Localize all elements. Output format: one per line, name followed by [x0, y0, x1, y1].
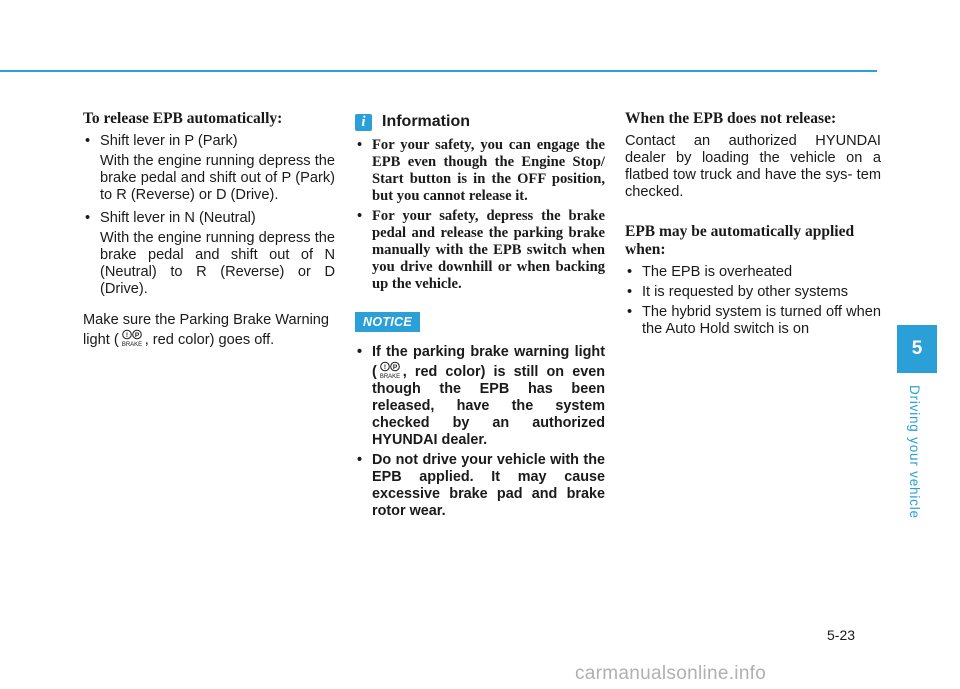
notice-list [355, 344, 605, 520]
notice-badge: NOTICE [355, 312, 420, 332]
auto-applied-list [625, 264, 881, 338]
svg-text:P: P [392, 364, 397, 371]
list-item: • For your safety, depress the brake pedal and release the parking brake manually with the EPB switch when you drive downhill or when backing up the vehicle. [355, 208, 605, 293]
list-item: • The EPB is overheated [625, 264, 881, 281]
list-item-label: Shift lever in N (Neutral) [100, 210, 256, 226]
not-release-paragraph: Contact an authorized HYUNDAI dealer by loading the vehicle on a flatbed tow truck and have the sys- tem checked. [625, 133, 881, 200]
list-item: • It is requested by other systems [625, 284, 881, 301]
list-item [83, 210, 335, 298]
information-header [355, 113, 605, 131]
warning-light-note [83, 312, 335, 349]
warning-light-text: BRAKE [379, 374, 400, 379]
note-text-after: , red color) goes off. [144, 332, 275, 348]
page-number: 5-23 [827, 627, 856, 643]
column-left [83, 110, 335, 349]
svg-text:P: P [134, 332, 139, 339]
chapter-title: Driving your vehicle [907, 385, 922, 519]
information-title: Information [382, 113, 470, 130]
information-list [355, 137, 605, 293]
svg-text:!: ! [383, 364, 386, 371]
note-text-before: Make sure the Parking Brake Warning light ( [83, 312, 330, 348]
watermark: carmanualsonline.info [575, 663, 767, 684]
info-icon: i [355, 114, 372, 131]
list-item: • For your safety, you can engage the EPB even though the Engine Stop/ Start button is in the OFF position, but you cannot release it. [355, 137, 605, 205]
parking-brake-warning-icon [119, 329, 145, 347]
list-item-detail: With the engine running depress the brake pedal and shift out of P (Park) to R (Reverse) or D (Drive). [100, 153, 335, 203]
list-item [355, 344, 605, 449]
release-heading: To release EPB automatically: [83, 110, 283, 127]
list-item: • Do not drive your vehicle with the EPB applied. It may cause excessive brake pad and brake rotor wear. [355, 452, 605, 520]
not-release-heading: When the EPB does not release: [625, 110, 837, 127]
list-item [83, 133, 335, 204]
parking-brake-warning-icon [377, 361, 403, 379]
release-list [83, 133, 335, 298]
notice-text-after: , red color) is still on even though the EPB has been released, have the system checked by an authorized HYUNDAI dealer. [372, 364, 605, 448]
chapter-tab: 5 [897, 325, 937, 373]
warning-light-text: BRAKE [121, 342, 142, 347]
list-item: • The hybrid system is turned off when the Auto Hold switch is on [625, 304, 881, 338]
list-item-detail: With the engine running depress the brake pedal and shift out of N (Neutral) to R (Reverse) or D (Drive). [100, 230, 335, 297]
top-rule [0, 70, 877, 72]
svg-text:!: ! [125, 332, 128, 339]
column-right [625, 110, 881, 341]
auto-applied-heading: EPB may be automatically applied when: [625, 223, 855, 258]
notice-text-before: If the parking brake warning light ( [372, 344, 605, 380]
list-item-label: Shift lever in P (Park) [100, 133, 238, 149]
column-middle [355, 113, 605, 523]
